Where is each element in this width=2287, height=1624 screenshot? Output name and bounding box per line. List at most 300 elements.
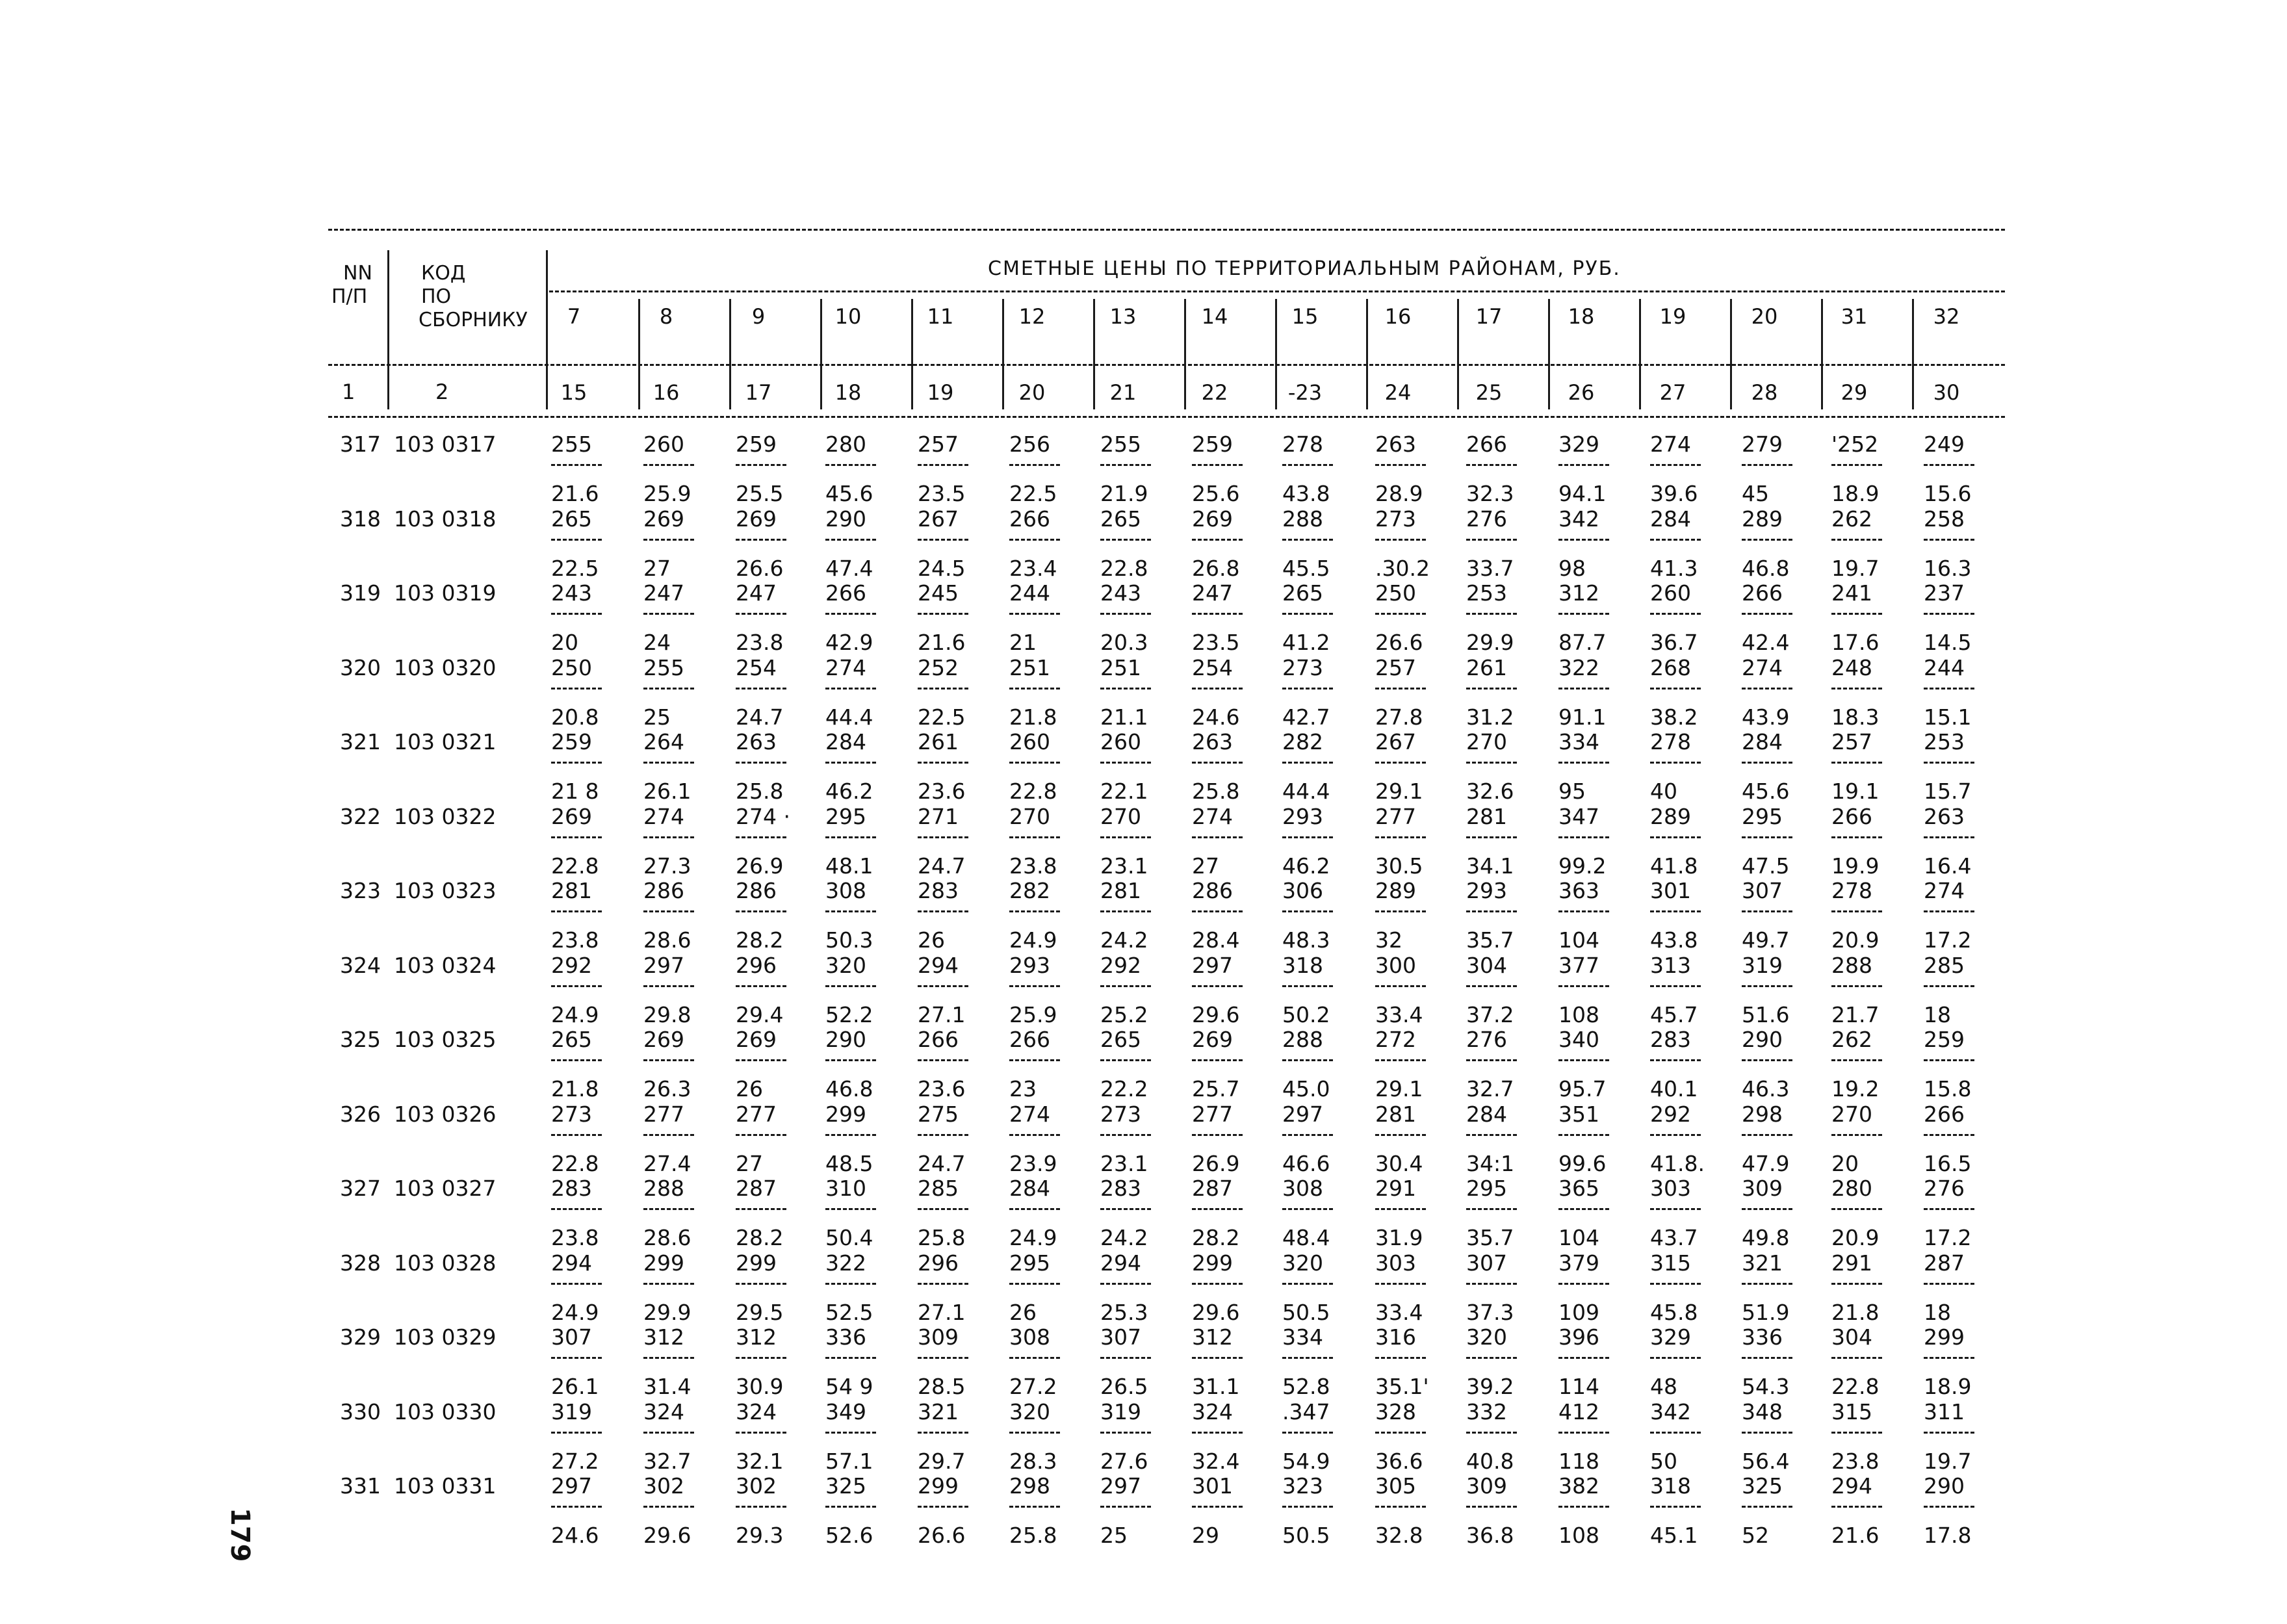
- price-cell: 312: [736, 1324, 777, 1350]
- fraction-cell: 31.9: [1375, 1225, 1423, 1250]
- price-cell: 281: [1466, 803, 1507, 829]
- fraction-bar: [736, 910, 786, 912]
- fraction-cell: 29.8: [643, 1001, 691, 1027]
- fraction-bar: [1650, 1283, 1701, 1285]
- fraction-cell: 42.4: [1742, 630, 1790, 655]
- fraction-cell: 32.7: [1466, 1076, 1514, 1102]
- price-cell: 273: [1375, 506, 1416, 532]
- fraction-bar: [1742, 613, 1792, 615]
- price-cell: 283: [918, 878, 959, 903]
- region-number-1: 7: [567, 304, 581, 329]
- price-cell: 313: [1650, 952, 1691, 978]
- price-cell: 318: [1650, 1473, 1691, 1499]
- price-cell: 304: [1831, 1324, 1872, 1350]
- price-cell: 315: [1650, 1250, 1691, 1276]
- price-cell: 291: [1831, 1250, 1872, 1276]
- fraction-cell: 91.1: [1558, 704, 1607, 730]
- fraction-cell: 25.9: [643, 481, 691, 506]
- fraction-cell: 17.6: [1831, 630, 1880, 655]
- fraction-cell: 27.2: [551, 1448, 599, 1474]
- fraction-bar: [1100, 1134, 1151, 1136]
- price-cell: 269: [736, 1027, 777, 1052]
- fraction-bar: [1742, 1506, 1792, 1508]
- fraction-cell: 22.5: [918, 704, 966, 730]
- price-cell: 299: [1924, 1324, 1965, 1350]
- fraction-cell: 35.7: [1466, 927, 1514, 953]
- row-code: 103 0318: [394, 506, 497, 532]
- fraction-cell: 23.8: [1831, 1448, 1880, 1474]
- fraction-cell: 87.7: [1558, 630, 1607, 655]
- price-cell: 292: [1100, 952, 1141, 978]
- fraction-bar: [1924, 1432, 1974, 1434]
- fraction-bar: [1192, 1134, 1243, 1136]
- price-cell: 309: [918, 1324, 959, 1350]
- price-cell: '252: [1831, 432, 1879, 457]
- price-cell: 288: [643, 1176, 684, 1201]
- fraction-bar: [1831, 1506, 1882, 1508]
- fraction-bar: [1831, 910, 1882, 912]
- row-code: 103 0330: [394, 1398, 497, 1424]
- fraction-bar: [1466, 910, 1517, 912]
- price-cell: 319: [1100, 1398, 1141, 1424]
- fraction-bar: [918, 1357, 968, 1359]
- fraction-bar: [1192, 539, 1243, 541]
- fraction-cell: 21.1: [1100, 704, 1148, 730]
- fraction-bar: [1282, 464, 1333, 466]
- fraction-cell: 45.6: [825, 481, 873, 506]
- row-number: 325: [340, 1027, 381, 1052]
- price-cell: 247: [736, 580, 777, 606]
- index-number-9: -23: [1287, 380, 1323, 405]
- fraction-cell: 50.3: [825, 927, 873, 953]
- fraction-bar: [1192, 613, 1243, 615]
- row-number: 322: [340, 803, 381, 829]
- row-code: 103 0325: [394, 1027, 497, 1052]
- fraction-bar: [1466, 539, 1517, 541]
- fraction-bar: [1375, 1357, 1426, 1359]
- fraction-cell: 41.8.: [1650, 1150, 1705, 1176]
- price-cell: 260: [1650, 580, 1691, 606]
- price-cell: 294: [1831, 1473, 1872, 1499]
- fraction-bar: [1100, 539, 1151, 541]
- fraction-bar: [1831, 1208, 1882, 1210]
- fraction-bar: [1650, 539, 1701, 541]
- fraction-bar: [1742, 688, 1792, 690]
- price-cell: 241: [1831, 580, 1872, 606]
- fraction-cell: 20.3: [1100, 630, 1148, 655]
- fraction-cell: 16.3: [1924, 555, 1972, 581]
- fraction-bar: [918, 1208, 968, 1210]
- fraction-cell: 23.8: [551, 1225, 599, 1250]
- fraction-cell: 26.6: [736, 555, 784, 581]
- fraction-cell: 21 8: [551, 779, 599, 804]
- fraction-cell: 24.9: [551, 1299, 599, 1325]
- fraction-cell: 29.3: [736, 1523, 784, 1548]
- fraction-bar: [1009, 464, 1060, 466]
- fraction-cell: 108: [1558, 1001, 1599, 1027]
- price-cell: 303: [1375, 1250, 1416, 1276]
- fraction-bar: [1558, 1208, 1609, 1210]
- row-code: 103 0323: [394, 878, 497, 903]
- price-cell: 296: [736, 952, 777, 978]
- fraction-bar: [551, 1059, 602, 1061]
- price-cell: 270: [1100, 803, 1141, 829]
- price-cell: 293: [1466, 878, 1507, 903]
- fraction-bar: [1009, 539, 1060, 541]
- row-number: 323: [340, 878, 381, 903]
- price-cell: 273: [551, 1101, 592, 1127]
- fraction-bar: [918, 1283, 968, 1285]
- index-number-6: 20: [1018, 380, 1046, 405]
- fraction-cell: 29.1: [1375, 779, 1423, 804]
- price-cell: 309: [1466, 1473, 1507, 1499]
- fraction-bar: [736, 464, 786, 466]
- fraction-cell: 25: [1100, 1523, 1128, 1548]
- index-number-4: 18: [834, 380, 862, 405]
- price-cell: 342: [1558, 506, 1599, 532]
- price-cell: 347: [1558, 803, 1599, 829]
- fraction-bar: [1558, 539, 1609, 541]
- fraction-bar: [1558, 688, 1609, 690]
- price-cell: 318: [1282, 952, 1323, 978]
- fraction-bar: [918, 688, 968, 690]
- price-cell: 379: [1558, 1250, 1599, 1276]
- header-top-rule: [328, 229, 2005, 231]
- fraction-cell: 25.8: [918, 1225, 966, 1250]
- price-cell: 310: [825, 1176, 866, 1201]
- fraction-cell: 23.4: [1009, 555, 1057, 581]
- fraction-bar: [551, 762, 602, 764]
- fraction-bar: [551, 1208, 602, 1210]
- row-number: 330: [340, 1398, 381, 1424]
- fraction-bar: [643, 1208, 694, 1210]
- region-number-15: 31: [1841, 304, 1868, 329]
- fraction-cell: 23.8: [1009, 853, 1057, 879]
- fraction-cell: 24.6: [551, 1523, 599, 1548]
- header-bottom-rule: [328, 416, 2005, 418]
- fraction-bar: [918, 1059, 968, 1061]
- fraction-cell: 19.7: [1924, 1448, 1972, 1474]
- price-cell: 274: [1650, 432, 1691, 457]
- fraction-bar: [1558, 464, 1609, 466]
- fraction-bar: [1100, 762, 1151, 764]
- price-cell: 307: [551, 1324, 592, 1350]
- fraction-bar: [918, 464, 968, 466]
- fraction-cell: 29.9: [643, 1299, 691, 1325]
- fraction-bar: [1831, 1432, 1882, 1434]
- fraction-bar: [918, 1432, 968, 1434]
- fraction-bar: [1100, 836, 1151, 838]
- fraction-cell: 47.5: [1742, 853, 1790, 879]
- fraction-cell: 95: [1558, 779, 1586, 804]
- price-cell: 281: [551, 878, 592, 903]
- price-cell: 270: [1466, 729, 1507, 754]
- price-cell: 320: [1009, 1398, 1050, 1424]
- fraction-cell: 54 9: [825, 1374, 873, 1399]
- fraction-cell: 26.5: [1100, 1374, 1148, 1399]
- fraction-bar: [825, 1357, 876, 1359]
- fraction-cell: 28.5: [918, 1374, 966, 1399]
- row-code: 103 0324: [394, 952, 497, 978]
- fraction-cell: 27: [643, 555, 671, 581]
- fraction-bar: [1009, 762, 1060, 764]
- price-cell: 298: [1009, 1473, 1050, 1499]
- fraction-bar: [1375, 985, 1426, 987]
- fraction-bar: [918, 762, 968, 764]
- price-cell: 273: [1100, 1101, 1141, 1127]
- fraction-cell: 31.4: [643, 1374, 691, 1399]
- price-cell: 271: [918, 803, 959, 829]
- fraction-bar: [1009, 1059, 1060, 1061]
- price-cell: 336: [1742, 1324, 1783, 1350]
- fraction-bar: [1831, 1134, 1882, 1136]
- fraction-cell: 47.9: [1742, 1150, 1790, 1176]
- fraction-bar: [1375, 688, 1426, 690]
- price-cell: 290: [1742, 1027, 1783, 1052]
- fraction-bar: [918, 985, 968, 987]
- price-cell: 351: [1558, 1101, 1599, 1127]
- fraction-cell: 46.2: [825, 779, 873, 804]
- price-cell: 277: [643, 1101, 684, 1127]
- region-number-8: 14: [1201, 304, 1228, 329]
- price-cell: 291: [1375, 1176, 1416, 1201]
- fraction-bar: [825, 613, 876, 615]
- fraction-bar: [1650, 464, 1701, 466]
- price-cell: 396: [1558, 1324, 1599, 1350]
- index-number-11: 25: [1475, 380, 1503, 405]
- row-number: 327: [340, 1176, 381, 1201]
- price-cell: 292: [551, 952, 592, 978]
- fraction-cell: 32.7: [643, 1448, 691, 1474]
- index-1: 1: [342, 380, 355, 404]
- fraction-cell: 31.1: [1192, 1374, 1240, 1399]
- price-cell: 328: [1375, 1398, 1416, 1424]
- price-cell: 298: [1742, 1101, 1783, 1127]
- fraction-bar: [1282, 539, 1333, 541]
- price-cell: 276: [1466, 1027, 1507, 1052]
- fraction-cell: 27.4: [643, 1150, 691, 1176]
- price-cell: 287: [736, 1176, 777, 1201]
- fraction-bar: [1924, 1059, 1974, 1061]
- fraction-bar: [1831, 1357, 1882, 1359]
- fraction-cell: 23.8: [736, 630, 784, 655]
- fraction-bar: [1192, 836, 1243, 838]
- fraction-cell: 22.2: [1100, 1076, 1148, 1102]
- fraction-cell: 28.6: [643, 1225, 691, 1250]
- fraction-cell: 16.4: [1924, 853, 1972, 879]
- row-number: 324: [340, 952, 381, 978]
- fraction-bar: [825, 1432, 876, 1434]
- fraction-bar: [1100, 613, 1151, 615]
- fraction-cell: 31.2: [1466, 704, 1514, 730]
- row-code: 103 0326: [394, 1101, 497, 1127]
- price-cell: 244: [1924, 654, 1965, 680]
- price-cell: 365: [1558, 1176, 1599, 1201]
- fraction-cell: 35.1': [1375, 1374, 1429, 1399]
- fraction-cell: 19.2: [1831, 1076, 1880, 1102]
- price-cell: 340: [1558, 1027, 1599, 1052]
- fraction-bar: [918, 836, 968, 838]
- fraction-bar: [825, 464, 876, 466]
- fraction-cell: 50.5: [1282, 1523, 1330, 1548]
- fraction-cell: 18.9: [1924, 1374, 1972, 1399]
- fraction-cell: 46.2: [1282, 853, 1330, 879]
- fraction-bar: [1924, 613, 1974, 615]
- fraction-bar: [1742, 1283, 1792, 1285]
- fraction-bar: [1924, 688, 1974, 690]
- fraction-bar: [918, 613, 968, 615]
- fraction-bar: [1466, 1208, 1517, 1210]
- price-cell: 363: [1558, 878, 1599, 903]
- fraction-bar: [1831, 688, 1882, 690]
- fraction-bar: [1009, 1208, 1060, 1210]
- price-cell: 274: [1009, 1101, 1050, 1127]
- price-cell: 308: [825, 878, 866, 903]
- fraction-cell: 22.8: [1831, 1374, 1880, 1399]
- fraction-cell: 48.3: [1282, 927, 1330, 953]
- fraction-cell: 28.4: [1192, 927, 1240, 953]
- price-cell: 294: [551, 1250, 592, 1276]
- fraction-cell: 99.6: [1558, 1150, 1607, 1176]
- fraction-bar: [1466, 1357, 1517, 1359]
- fraction-cell: 26.9: [736, 853, 784, 879]
- fraction-cell: 51.9: [1742, 1299, 1790, 1325]
- price-cell: 253: [1924, 729, 1965, 754]
- fraction-bar: [1100, 985, 1151, 987]
- fraction-bar: [1100, 1283, 1151, 1285]
- fraction-bar: [1924, 836, 1974, 838]
- fraction-cell: 36.6: [1375, 1448, 1423, 1474]
- fraction-cell: 34.1: [1466, 853, 1514, 879]
- fraction-bar: [643, 539, 694, 541]
- fraction-cell: 20.8: [551, 704, 599, 730]
- fraction-bar: [1100, 1432, 1151, 1434]
- fraction-bar: [1466, 836, 1517, 838]
- fraction-bar: [1924, 1283, 1974, 1285]
- fraction-bar: [551, 539, 602, 541]
- fraction-bar: [736, 985, 786, 987]
- fraction-bar: [551, 910, 602, 912]
- fraction-bar: [1650, 1134, 1701, 1136]
- fraction-bar: [1282, 1059, 1333, 1061]
- price-cell: 270: [1831, 1101, 1872, 1127]
- fraction-cell: 29.6: [1192, 1001, 1240, 1027]
- fraction-bar: [736, 1059, 786, 1061]
- index-number-5: 19: [927, 380, 954, 405]
- price-cell: 320: [825, 952, 866, 978]
- fraction-cell: 23.6: [918, 779, 966, 804]
- fraction-cell: 15.7: [1924, 779, 1972, 804]
- price-cell: 324: [736, 1398, 777, 1424]
- price-cell: 277: [1375, 803, 1416, 829]
- fraction-bar: [1742, 1059, 1792, 1061]
- fraction-cell: 26: [1009, 1299, 1037, 1325]
- header-sep-nn: [387, 250, 389, 409]
- fraction-cell: 36.7: [1650, 630, 1698, 655]
- price-cell: 297: [643, 952, 684, 978]
- fraction-bar: [1100, 1208, 1151, 1210]
- fraction-cell: 23.1: [1100, 853, 1148, 879]
- fraction-bar: [643, 762, 694, 764]
- row-code: 103 0321: [394, 729, 497, 754]
- fraction-bar: [736, 613, 786, 615]
- row-code: 103 0317: [394, 432, 497, 457]
- price-cell: 311: [1924, 1398, 1965, 1424]
- price-cell: 293: [1282, 803, 1323, 829]
- index-number-16: 30: [1933, 380, 1960, 405]
- price-cell: 285: [1924, 952, 1965, 978]
- fraction-cell: 98: [1558, 555, 1586, 581]
- fraction-cell: 27.3: [643, 853, 691, 879]
- fraction-bar: [825, 1283, 876, 1285]
- fraction-cell: 33.7: [1466, 555, 1514, 581]
- fraction-cell: 45.7: [1650, 1001, 1698, 1027]
- fraction-bar: [1192, 464, 1243, 466]
- price-cell: 276: [1924, 1176, 1965, 1201]
- fraction-bar: [1558, 1357, 1609, 1359]
- fraction-cell: 54.3: [1742, 1374, 1790, 1399]
- fraction-bar: [1924, 539, 1974, 541]
- fraction-bar: [1192, 985, 1243, 987]
- fraction-bar: [918, 910, 968, 912]
- price-cell: 272: [1375, 1027, 1416, 1052]
- fraction-cell: 43.8: [1282, 481, 1330, 506]
- fraction-bar: [1558, 762, 1609, 764]
- fraction-bar: [1558, 985, 1609, 987]
- fraction-bar: [736, 836, 786, 838]
- price-cell: 300: [1375, 952, 1416, 978]
- fraction-bar: [1375, 1432, 1426, 1434]
- row-code: 103 0319: [394, 580, 497, 606]
- price-cell: 263: [736, 729, 777, 754]
- index-number-1: 15: [560, 380, 588, 405]
- price-cell: 289: [1742, 506, 1783, 532]
- fraction-bar: [1282, 1134, 1333, 1136]
- fraction-bar: [1650, 1432, 1701, 1434]
- fraction-cell: 44.4: [1282, 779, 1330, 804]
- fraction-cell: 26.6: [918, 1523, 966, 1548]
- fraction-bar: [1192, 1357, 1243, 1359]
- fraction-cell: 43.7: [1650, 1225, 1698, 1250]
- price-cell: 285: [918, 1176, 959, 1201]
- fraction-cell: 20: [551, 630, 578, 655]
- price-cell: 304: [1466, 952, 1507, 978]
- fraction-bar: [1742, 985, 1792, 987]
- fraction-bar: [643, 1432, 694, 1434]
- price-cell: 296: [918, 1250, 959, 1276]
- fraction-cell: 26.8: [1192, 555, 1240, 581]
- fraction-bar: [643, 688, 694, 690]
- fraction-bar: [1650, 910, 1701, 912]
- fraction-bar: [551, 1506, 602, 1508]
- fraction-cell: 52.8: [1282, 1374, 1330, 1399]
- price-cell: 277: [1192, 1101, 1233, 1127]
- fraction-cell: 32.1: [736, 1448, 784, 1474]
- price-cell: 243: [1100, 580, 1141, 606]
- price-cell: 320: [1466, 1324, 1507, 1350]
- price-cell: 251: [1100, 654, 1141, 680]
- price-cell: 336: [825, 1324, 866, 1350]
- row-code: 103 0328: [394, 1250, 497, 1276]
- fraction-cell: 27.8: [1375, 704, 1423, 730]
- fraction-cell: 54.9: [1282, 1448, 1330, 1474]
- fraction-cell: 18: [1924, 1299, 1951, 1325]
- fraction-cell: 29.9: [1466, 630, 1514, 655]
- price-cell: 282: [1282, 729, 1323, 754]
- fraction-bar: [1650, 1506, 1701, 1508]
- fraction-bar: [1466, 613, 1517, 615]
- fraction-cell: 41.8: [1650, 853, 1698, 879]
